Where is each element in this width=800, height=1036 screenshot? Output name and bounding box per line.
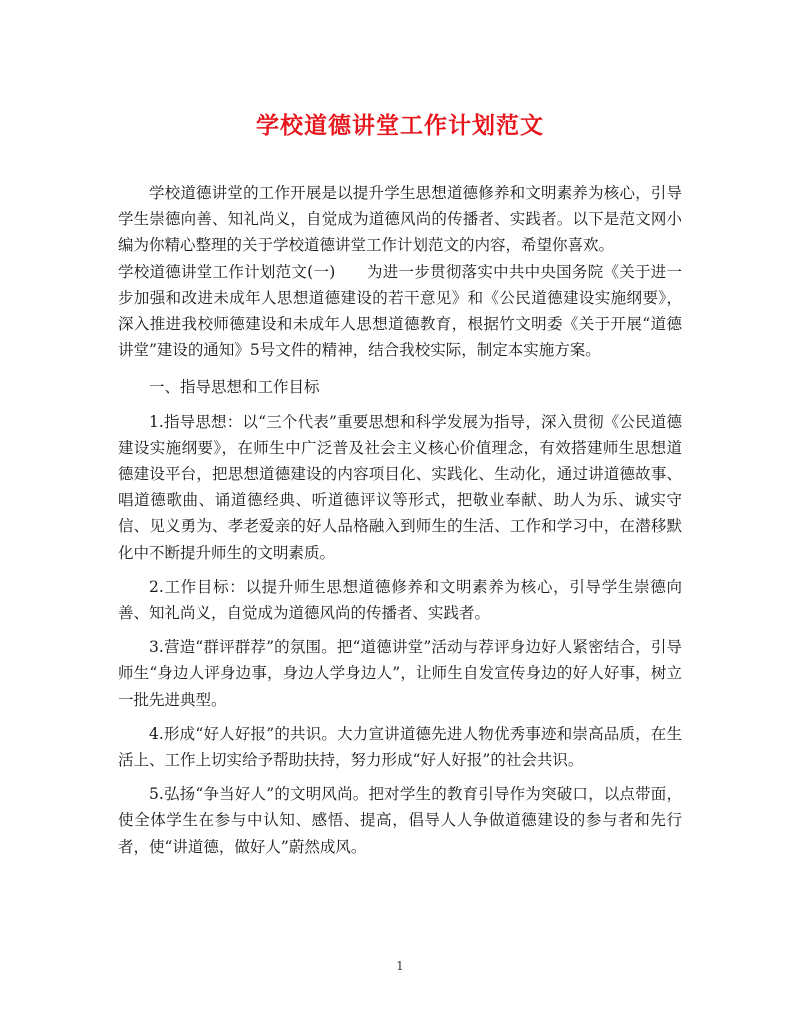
atmosphere-paragraph: 3.营造“群评群荐”的氛围。把“道德讲堂”活动与荐评身边好人紧密结合，引导师生“身边人评身边事，身边人学身边人”，让师生自发宣传身边的好人好事，树立一批先进典型。 — [118, 638, 682, 709]
plan-one-paragraph: 学校道德讲堂工作计划范文(一) 为进一步贯彻落实中共中央国务院《关于进一步加强和改进未成年人思想道德建设的若干意见》和《公民道德建设实施纲要》，深入推进我校师德建设和未成年人思想道德教育，根据竹文明委《关于开展“道德讲堂”建设的通知》5号文件的精神，结合我校实际，制定本实施方案。 — [118, 262, 682, 360]
page-number: 1 — [396, 959, 404, 973]
civil-custom-paragraph: 5.弘扬“争当好人”的文明风尚。把对学生的教育引导作为突破口，以点带面，使全体学生在参与中认知、感悟、提高，倡导人人争做道德建设的参与者和先行者，使“讲道德，做好人”蔚然成风。 — [118, 785, 682, 856]
section-heading: 一、指导思想和工作目标 — [149, 378, 320, 397]
guiding-ideology-paragraph: 1.指导思想：以“三个代表”重要思想和科学发展为指导，深入贯彻《公民道德建设实施纲要》，在师生中广泛普及社会主义核心价值理念，有效搭建师生思想道德建设平台，把思想道德建设的内容项目化、实践化、生动化，通过讲道德故事、唱道德歌曲、诵道德经典、听道德评议等形式，把敬业奉献、助人为乐、诚实守信、见义勇为、孝老爱亲的好人品格融入到师生的生活、工作和学习中，在潜移默化中不断提升师生的文明素质。 — [118, 412, 682, 562]
intro-paragraph: 学校道德讲堂的工作开展是以提升学生思想道德修养和文明素养为核心，引导学生崇德向善、知礼尚义，自觉成为道德风尚的传播者、实践者。以下是范文网小编为你精心整理的关于学校道德讲堂工作计划范文的内容，希望你喜欢。 — [118, 184, 682, 255]
consensus-paragraph: 4.形成“好人好报”的共识。大力宣讲道德先进人物优秀事迹和崇高品质，在生活上、工作上切实给予帮助扶持，努力形成“好人好报”的社会共识。 — [118, 724, 682, 770]
work-goal-paragraph: 2.工作目标：以提升师生思想道德修养和文明素养为核心，引导学生崇德向善、知礼尚义，自觉成为道德风尚的传播者、实践者。 — [118, 577, 682, 623]
document-body — [118, 180, 682, 860]
document-title: 学校道德讲堂工作计划范文 — [256, 112, 544, 139]
